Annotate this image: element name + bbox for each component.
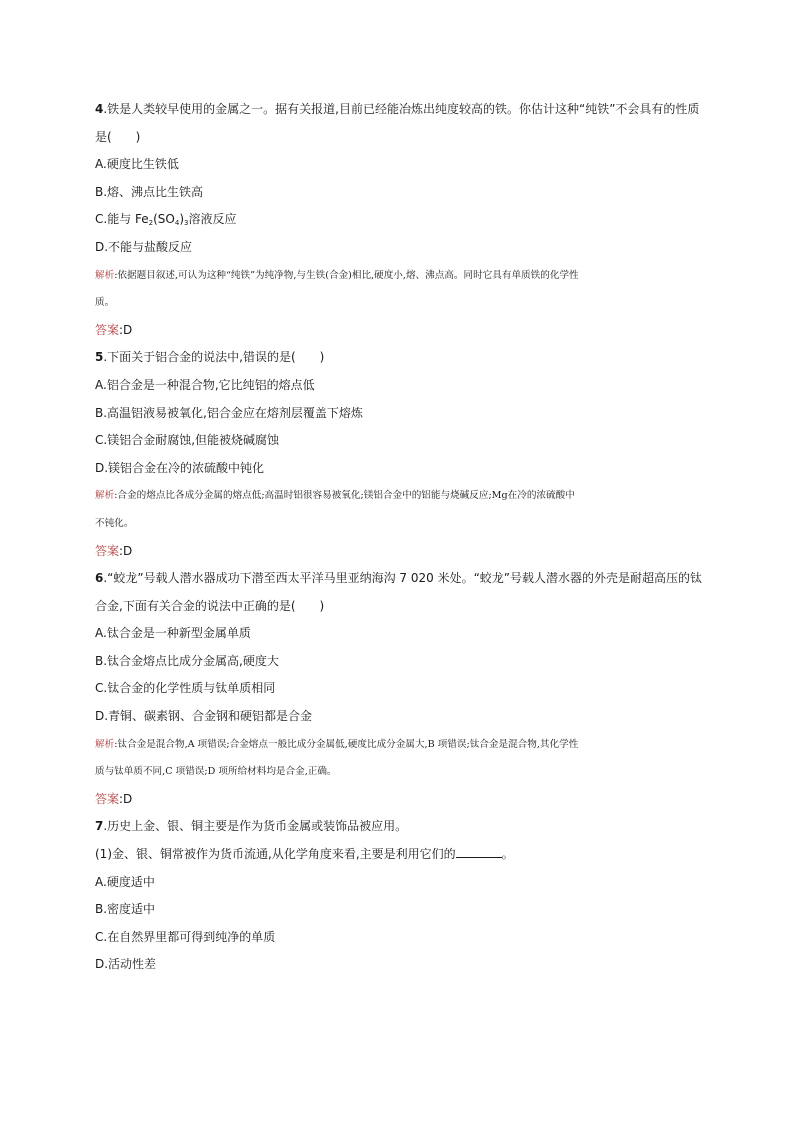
option-b: B.高温铝液易被氧化,铝合金应在熔剂层覆盖下熔炼 bbox=[95, 405, 363, 420]
explanation-continued: 质与钛单质不同,C 项错误;D 项所给材料均是合金,正确。 bbox=[95, 766, 337, 778]
option-c: C.钛合金的化学性质与钛单质相同 bbox=[95, 681, 276, 696]
question-number: 5 bbox=[95, 350, 104, 365]
question-stem: 6.“蛟龙”号载人潜水器成功下潜至西太平洋马里亚纳海沟 7 020 米处。“蛟龙”号载人潜水器的外壳是耐超高压的钛 bbox=[95, 571, 703, 586]
option-d: D.不能与盐酸反应 bbox=[95, 239, 193, 254]
option-c: C.在自然界里都可得到纯净的单质 bbox=[95, 929, 276, 944]
explanation-label: 解析 bbox=[95, 269, 115, 281]
document-page bbox=[95, 96, 705, 979]
question-stem-continued: 是( ) bbox=[95, 129, 141, 144]
option-c: C.镁铝合金耐腐蚀,但能被烧碱腐蚀 bbox=[95, 433, 280, 448]
explanation: 解析:钛合金是混合物,A 项错误;合金熔点一般比成分金属低,硬度比成分金属大,B 项错误;钛合金是混合物,其化学性 bbox=[95, 738, 579, 750]
answer: 答案:D bbox=[95, 791, 133, 806]
explanation: 解析:合金的熔点比各成分金属的熔点低;高温时铝很容易被氧化;镁铝合金中的铝能与烧碱反应;Mg在冷的浓硫酸中 bbox=[95, 490, 575, 502]
question-5 bbox=[95, 344, 705, 565]
option-d: D.青铜、碳素钢、合金钢和硬铝都是合金 bbox=[95, 709, 313, 724]
option-c: C.能与 $Fe_2(SO_4)_3$溶液反应 bbox=[95, 212, 237, 228]
answer: 答案:D bbox=[95, 543, 133, 558]
question-stem-continued: 合金,下面有关合金的说法中正确的是( ) bbox=[95, 598, 325, 613]
question-7 bbox=[95, 813, 705, 979]
explanation-continued: 不钝化。 bbox=[95, 517, 134, 529]
question-4 bbox=[95, 96, 705, 344]
question-number: 7 bbox=[95, 819, 104, 834]
explanation-label: 解析 bbox=[95, 738, 115, 750]
explanation-continued: 质。 bbox=[95, 297, 115, 309]
answer-label: 答案 bbox=[95, 543, 120, 558]
option-b: B.钛合金熔点比成分金属高,硬度大 bbox=[95, 653, 279, 668]
question-stem: 4.铁是人类较早使用的金属之一。据有关报道,目前已经能冶炼出纯度较高的铁。你估计这种“纯铁”不会具有的性质 bbox=[95, 102, 700, 116]
option-a: A.钛合金是一种新型金属单质 bbox=[95, 626, 251, 641]
option-b: B.密度适中 bbox=[95, 902, 156, 917]
answer-label: 答案 bbox=[95, 791, 120, 806]
option-d: D.镁铝合金在冷的浓硫酸中钝化 bbox=[95, 460, 265, 475]
option-a: A.硬度比生铁低 bbox=[95, 157, 179, 172]
question-6 bbox=[95, 565, 705, 813]
explanation: 解析:依据题目叙述,可认为这种“纯铁”为纯净物,与生铁(合金)相比,硬度小,熔、沸点高。同时它具有单质铁的化学性 bbox=[95, 269, 579, 281]
option-d: D.活动性差 bbox=[95, 957, 157, 972]
question-stem: 5.下面关于铝合金的说法中,错误的是( ) bbox=[95, 350, 325, 365]
answer: 答案:D bbox=[95, 322, 133, 337]
option-a: A.硬度适中 bbox=[95, 874, 155, 889]
option-a: A.铝合金是一种混合物,它比纯铝的熔点低 bbox=[95, 377, 315, 392]
option-b: B.熔、沸点比生铁高 bbox=[95, 184, 204, 199]
sub-question-1: (1)金、银、铜常被作为货币流通,从化学角度来看,主要是利用它们的 。 bbox=[95, 847, 514, 862]
question-number: 4 bbox=[95, 102, 104, 116]
question-number: 6 bbox=[95, 571, 104, 586]
answer-blank[interactable] bbox=[456, 845, 502, 858]
explanation-label: 解析 bbox=[95, 490, 115, 502]
answer-label: 答案 bbox=[95, 322, 120, 337]
question-stem: 7.历史上金、银、铜主要是作为货币金属或装饰品被应用。 bbox=[95, 819, 408, 834]
